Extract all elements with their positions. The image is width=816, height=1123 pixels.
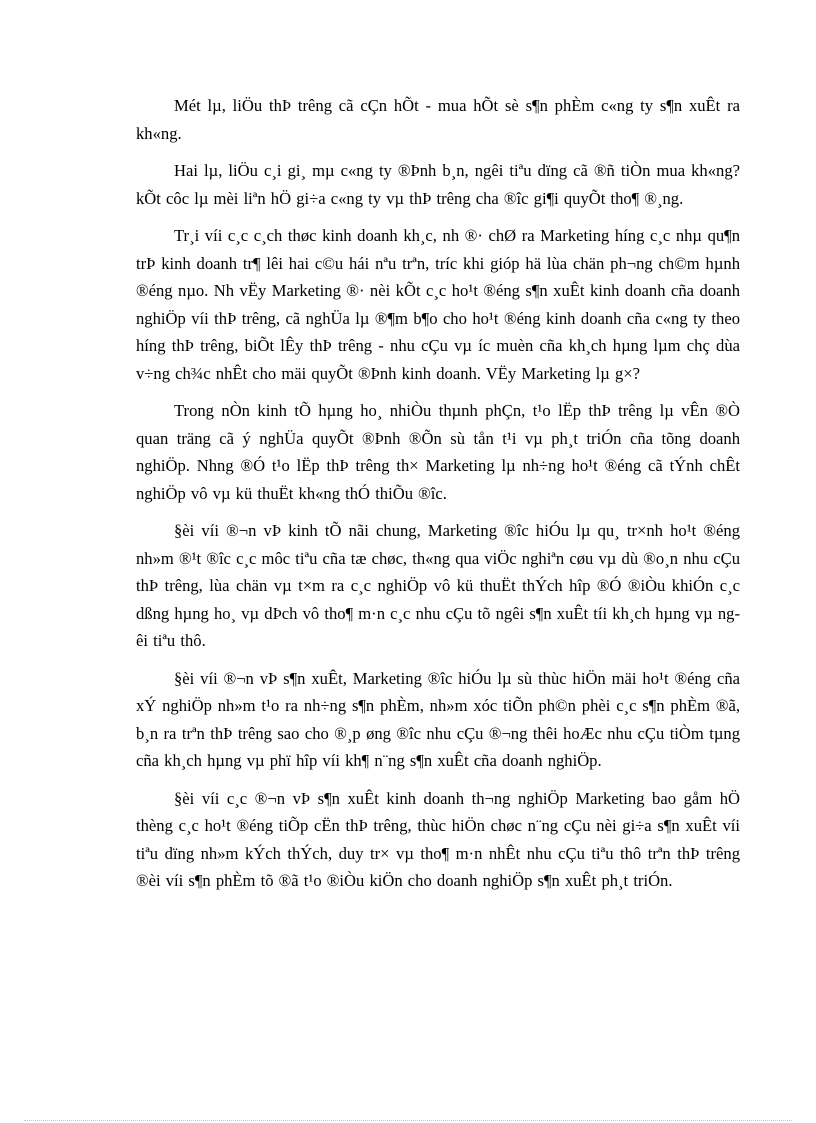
document-page: [136, 92, 740, 905]
paragraph-4: Trong nÒn kinh tÕ hµng ho¸ nhiÒu thµnh phÇn, t¹o lËp thÞ trêng lµ vÊn ®Ò quan träng cã ý nghÜa quyÕt ®Þnh ®Õn sù tån t¹i vµ ph¸t triÓn cña tõng doanh nghiÖp. Nhng ®Ó t¹o lËp thÞ trêng th× Marketing lµ nh÷ng ho¹t ®éng cã tÝnh chÊt nghiÖp vô vµ kü thuËt kh«ng thÓ thiÕu ®îc.: [136, 401, 740, 503]
paragraph-2: Hai lµ, liÖu c¸i gi¸ mµ c«ng ty ®Þnh b¸n, ngêi tiªu dïng cã ®ñ tiÒn mua kh«ng? kÕt côc lµ mèi liªn hÖ gi÷a c«ng ty vµ thÞ trêng cha ®îc gi¶i quyÕt tho¶ ®¸ng.: [136, 161, 740, 208]
page-bottom-divider: [24, 1120, 792, 1121]
paragraph-7: §èi víi c¸c ®¬n vÞ s¶n xuÊt kinh doanh th¬ng nghiÖp Marketing bao gåm hÖ thèng c¸c ho¹t ®éng tiÕp cËn thÞ trêng, thùc hiÖn chøc n¨ng cÇu nèi gi÷a s¶n xuÊt víi tiªu dïng nh»m kÝch thÝch, duy tr× vµ tho¶ m·n nhÊt nhu cÇu tiªu thô trªn thÞ trêng ®èi víi s¶n phÈm tõ ®ã t¹o ®iÒu kiÖn cho doanh nghiÖp s¶n xuÊt ph¸t triÓn.: [136, 788, 740, 890]
paragraph-5: §èi víi ®¬n vÞ kinh tÕ nãi chung, Marketing ®îc hiÓu lµ qu¸ tr×nh ho¹t ®éng nh»m ®¹t ®îc c¸c môc tiªu cña tæ chøc, th«ng qua viÖc nghiªn cøu vµ dù ®o¸n nhu cÇu thÞ trêng, lùa chän vµ t×m ra c¸c nghiÖp vô kü thuËt thÝch hîp ®Ó ®iÒu khiÓn c¸c dßng hµng ho¸ vµ dÞch vô tho¶ m·n c¸c nhu cÇu tõ ngêi s¶n xuÊt tíi kh¸ch hµng vµ ngêi tiªu thô.: [136, 521, 740, 650]
paragraph-6: §èi víi ®¬n vÞ s¶n xuÊt, Marketing ®îc hiÓu lµ sù thùc hiÖn mäi ho¹t ®éng cña xÝ nghiÖp nh»m t¹o ra nh÷ng s¶n phÈm, nh»m xóc tiÕn ph©n phèi c¸c s¶n phÈm ®ã, b¸n ra trªn thÞ trêng sao cho ®¸p øng ®îc nhu cÇu ®¬ng thêi hoÆc nhu cÇu tiÒm tµng cña kh¸ch hµng vµ phï hîp víi kh¶ n¨ng s¶n xuÊt cña doanh nghiÖp.: [136, 668, 740, 770]
paragraph-3: Tr¸i víi c¸c c¸ch thøc kinh doanh kh¸c, nh ®· chØ ra Marketing híng c¸c nhµ qu¶n trÞ kinh doanh tr¶ lêi hai c©u hái nªu trªn, tríc khi gióp hä lùa chän ph¬ng ch©m hµnh ®éng nµo. Nh vËy Marketing ®· nèi kÕt c¸c ho¹t ®éng s¶n xuÊt kinh doanh cña doanh nghiÖp víi thÞ trêng, cã nghÜa lµ ®¶m b¶o cho ho¹t ®éng kinh doanh cña c«ng ty theo híng thÞ trêng, biÕt lÊy thÞ trêng - nhu cÇu vµ íc muèn cña kh¸ch hµng lµm chç dùa v÷ng ch¾c nhÊt cho mäi quyÕt ®Þnh kinh doanh. VËy Marketing lµ g×?: [136, 226, 740, 383]
paragraph-1: Mét lµ, liÖu thÞ trêng cã cÇn hÕt - mua hÕt sè s¶n phÈm c«ng ty s¶n xuÊt ra kh«ng.: [136, 96, 740, 143]
